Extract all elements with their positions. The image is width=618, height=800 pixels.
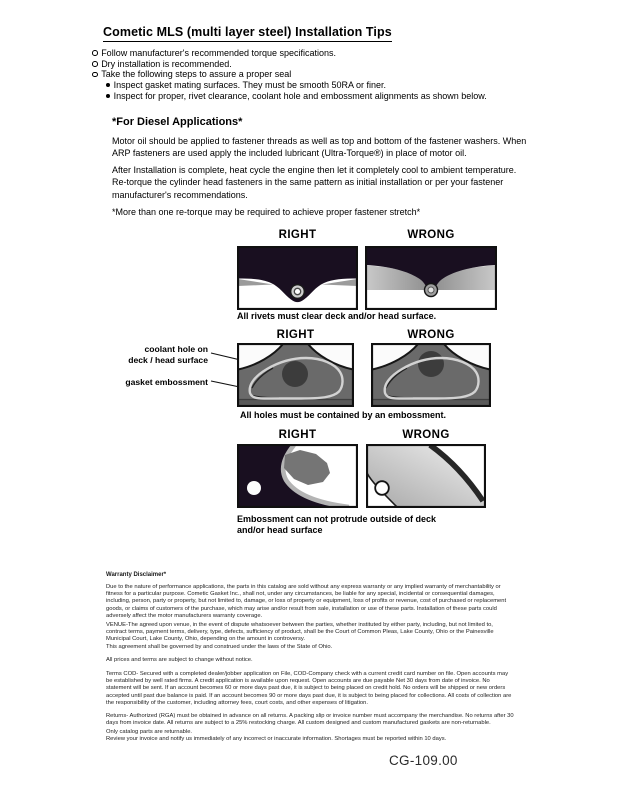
wrong-label-row3: WRONG: [402, 429, 450, 441]
diesel-paragraph-1: Motor oil should be applied to fastener threads as well as top and bottom of the fastener washers. When ARP fasteners are used apply the included lubricant (Ultra-Torque®) in place of motor oil.: [112, 136, 527, 159]
bullet-text: Inspect gasket mating surfaces. They must be smooth 50RA or finer.: [113, 80, 387, 91]
hollow-bullet-icon: [92, 72, 98, 78]
bullet-item: [92, 59, 232, 70]
hollow-bullet-icon: [92, 61, 98, 67]
embossment-wrong-diagram: [371, 343, 491, 407]
warranty-disclaimer-heading: Warranty Disclaimer*: [106, 572, 167, 578]
page-code: CG-109.00: [389, 753, 458, 768]
catalog-returns-paragraph: Only catalog parts are returnable. Review your invoice and notify us immediately of any incorrect or inaccurate information. Shortages must be reported within 10 days.: [106, 729, 447, 743]
hollow-bullet-icon: [92, 50, 98, 56]
bolt-hole: [247, 481, 261, 495]
coolant-hole-annotation: coolant hole on deck / head surface: [128, 344, 208, 365]
diesel-section-heading: *For Diesel Applications*: [112, 116, 243, 128]
row2-caption: All holes must be contained by an embossment.: [240, 410, 447, 420]
retorque-note: *More than one re-torque may be required to achieve proper fastener stretch*: [112, 207, 421, 217]
venue-paragraph: VENUE-The agreed upon venue, in the event of dispute whatsoever between the parties, whether instituted by either party, including, but not limited to, contract terms, payment terms, delivery, type, defects, sufficiency of product, shall be the Court of Common Pleas, Lake County, Ohio or the Painesville Municipal Court, Lake County, Ohio, depending on the amount in controversy. This agreement shall be governed by and construed under the laws of the State of Ohio.: [106, 622, 494, 650]
prices-paragraph: All prices and terms are subject to change without notice.: [106, 657, 253, 663]
bullet-text: Inspect for proper, rivet clearance, coolant hole and embossment alignments as shown below.: [113, 91, 487, 102]
coolant-hole: [282, 361, 308, 387]
gasket-embossment-annotation: gasket embossment: [125, 377, 208, 387]
right-label-row3: RIGHT: [278, 429, 317, 441]
sub-bullet-item: [106, 80, 386, 91]
page-title: Cometic MLS (multi layer steel) Installation Tips: [103, 25, 392, 42]
filled-bullet-icon: [106, 94, 110, 98]
diesel-paragraph-2: After Installation is complete, heat cycle the engine then let it completely cool to ambient temperature. Re-torque the cylinder head fasteners in the same pattern as initial installation or per your fastener manufacturer's recommendations.: [112, 165, 517, 200]
bullet-item: [92, 69, 291, 80]
right-label-row2: RIGHT: [276, 329, 315, 341]
bullet-text: Take the following steps to assure a proper seal: [101, 69, 292, 80]
embossment-right-diagram: [237, 343, 354, 407]
terms-paragraph: Terms COD- Secured with a completed dealer/jobber application on File, COD-Company check with a current credit card number on file. Open accounts may be established by well rated firms. A credit application is available upon request. Open accounts are due payable Net 30 days from date of invoice. No statement will be sent. If an account becomes 60 or more days past due, it is subject to being placed on credit hold. No orders will be shipped or new orders accepted until past due balance is paid. If an account becomes 90 or more days past due, it is subject to being placed for collections. All costs of collection are the responsibility of the customer, including attorney fees, court costs, and other expenses of litigation.: [106, 671, 512, 706]
wrong-label-row2: WRONG: [407, 329, 455, 341]
bullet-text: Follow manufacturer's recommended torque specifications.: [101, 48, 337, 58]
filled-bullet-icon: [106, 83, 110, 87]
coolant-hole: [418, 351, 444, 377]
rivet-clearance-right-diagram: [237, 246, 358, 310]
right-label-row1: RIGHT: [278, 229, 317, 241]
row1-caption: All rivets must clear deck and/or head surface.: [237, 311, 437, 321]
protrusion-wrong-diagram: [366, 444, 486, 508]
bullet-item: [92, 48, 336, 59]
returns-paragraph: Returns- Authorized (RGA) must be obtained in advance on all returns. A packing slip or invoice number must accompany the merchandise. No returns after 30 days from invoice date. All returns are subject to a 25% restocking charge. All custom designed and custom manufactured gaskets are non-returnable.: [106, 713, 514, 727]
row3-caption: Embossment can not protrude outside of deck and/or head surface: [237, 514, 437, 535]
bullet-text: Dry installation is recommended.: [101, 58, 232, 69]
rivet-clearance-wrong-diagram: [365, 246, 497, 310]
bolt-hole: [375, 481, 389, 495]
protrusion-right-diagram: [237, 444, 358, 508]
wrong-label-row1: WRONG: [407, 229, 455, 241]
warranty-paragraph: Due to the nature of performance applications, the parts in this catalog are sold without any express warranty or any implied warranty of merchantability or fitness for a particular purpose. Cometic Gasket Inc., shall not, under any circumstances, be liable for any special, incidental or consequential damages, including, person, party or property, but not limited to, damage, or loss of property or equipment, loss of profits or revenue, cost of purchased or replacement goods, or claims of customers of the purchase, which may arise and/or result from sale, installation or use of these parts. Installation of these parts could adversely affect the motor manufacturers warranty coverage.: [106, 584, 507, 619]
sub-bullet-item: [106, 91, 487, 102]
